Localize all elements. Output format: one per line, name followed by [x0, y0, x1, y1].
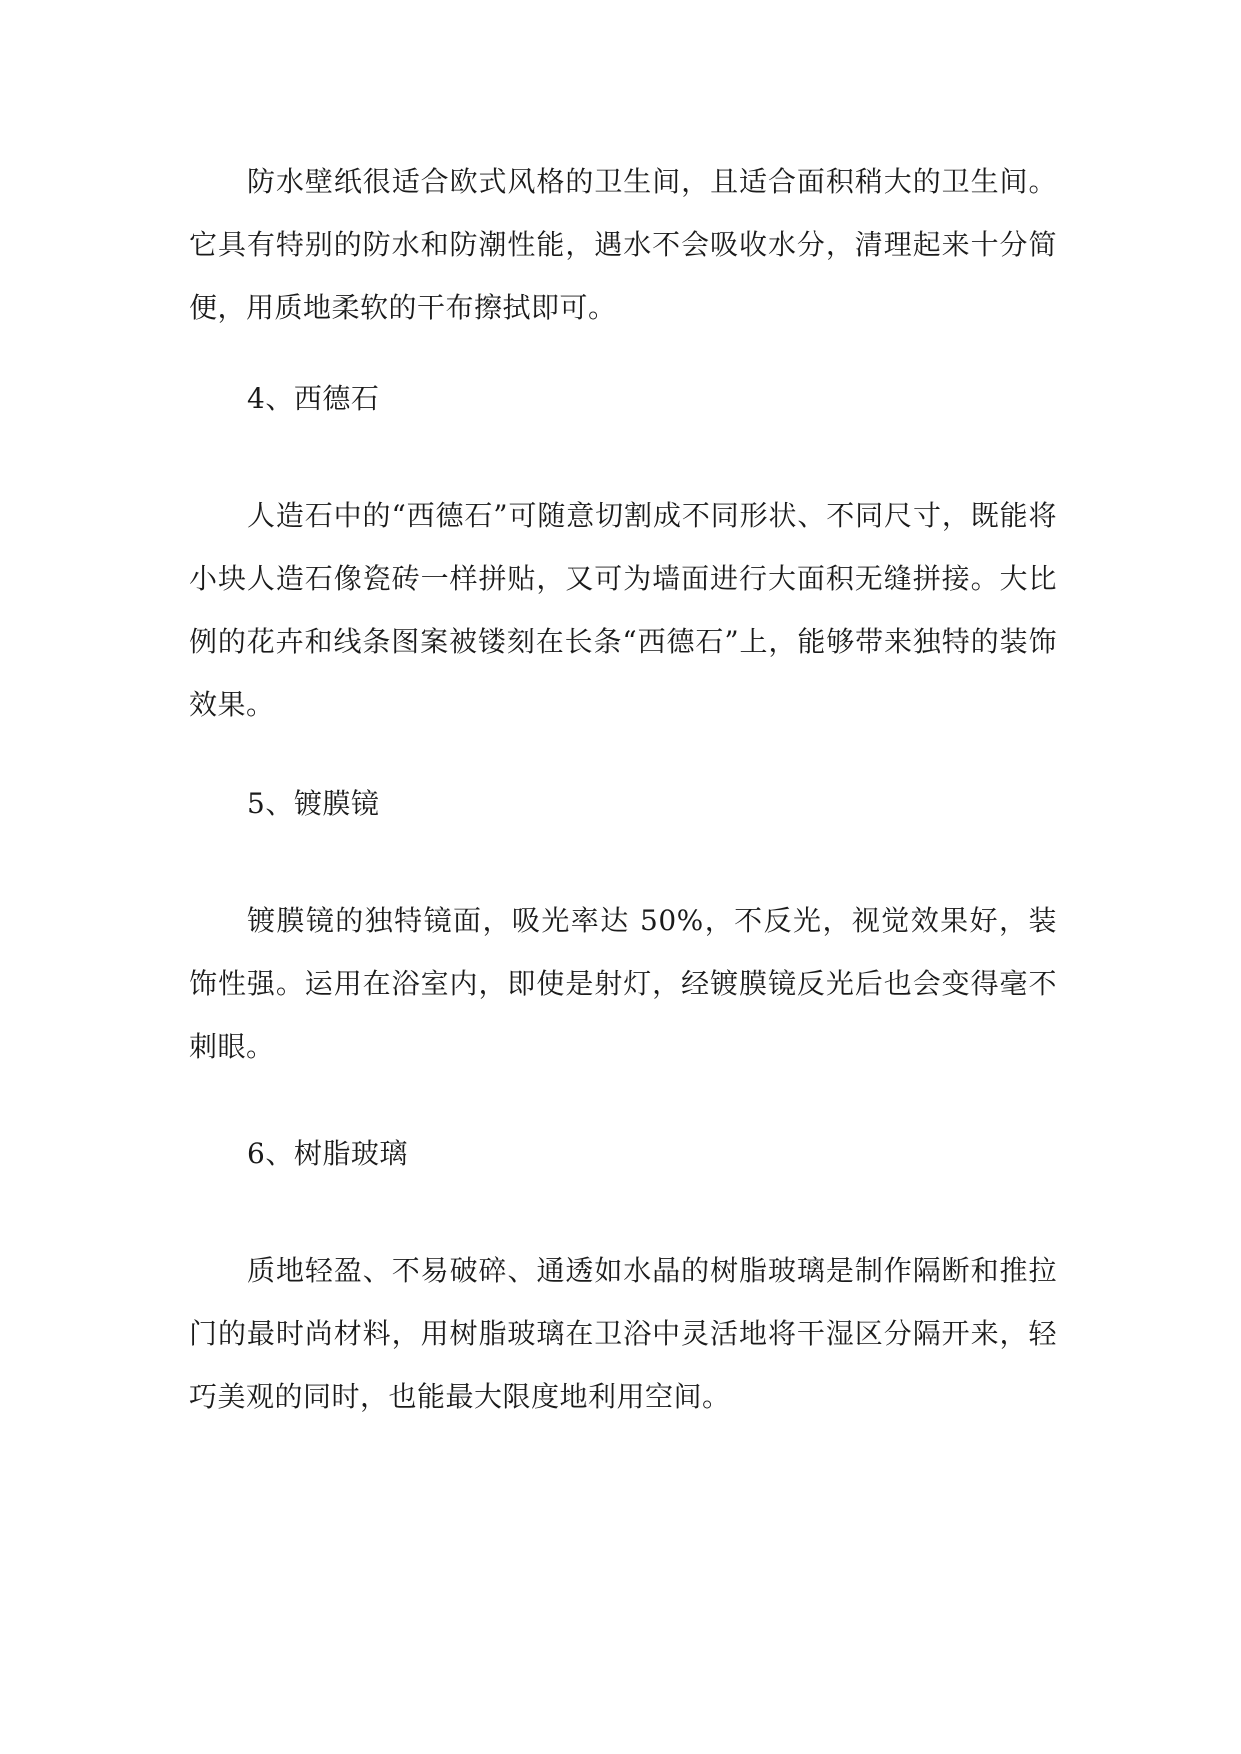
paragraph-waterproof-wallpaper: 防水壁纸很适合欧式风格的卫生间，且适合面积稍大的卫生间。它具有特别的防水和防潮性能，遇水不会吸收水分，清理起来十分简便，用质地柔软的干布擦拭即可。: [189, 165, 1057, 324]
section-heading-5: 5、镀膜镜: [247, 787, 380, 820]
section-heading-6: 6、树脂玻璃: [247, 1137, 408, 1170]
paragraph-resin-glass: 质地轻盈、不易破碎、通透如水晶的树脂玻璃是制作隔断和推拉门的最时尚材料，用树脂玻璃在卫浴中灵活地将干湿区分隔开来，轻巧美观的同时，也能最大限度地利用空间。: [189, 1254, 1057, 1413]
paragraph-xide-stone: 人造石中的“西德石”可随意切割成不同形状、不同尺寸，既能将小块人造石像瓷砖一样拼贴，又可为墙面进行大面积无缝拼接。大比例的花卉和线条图案被镂刻在长条“西德石”上，能够带来独特的装饰效果。: [189, 499, 1057, 721]
paragraph-coated-mirror: 镀膜镜的独特镜面，吸光率达 50%，不反光，视觉效果好，装饰性强。运用在浴室内，即使是射灯，经镀膜镜反光后也会变得毫不刺眼。: [189, 904, 1057, 1063]
section-heading-4: 4、西德石: [247, 382, 380, 415]
